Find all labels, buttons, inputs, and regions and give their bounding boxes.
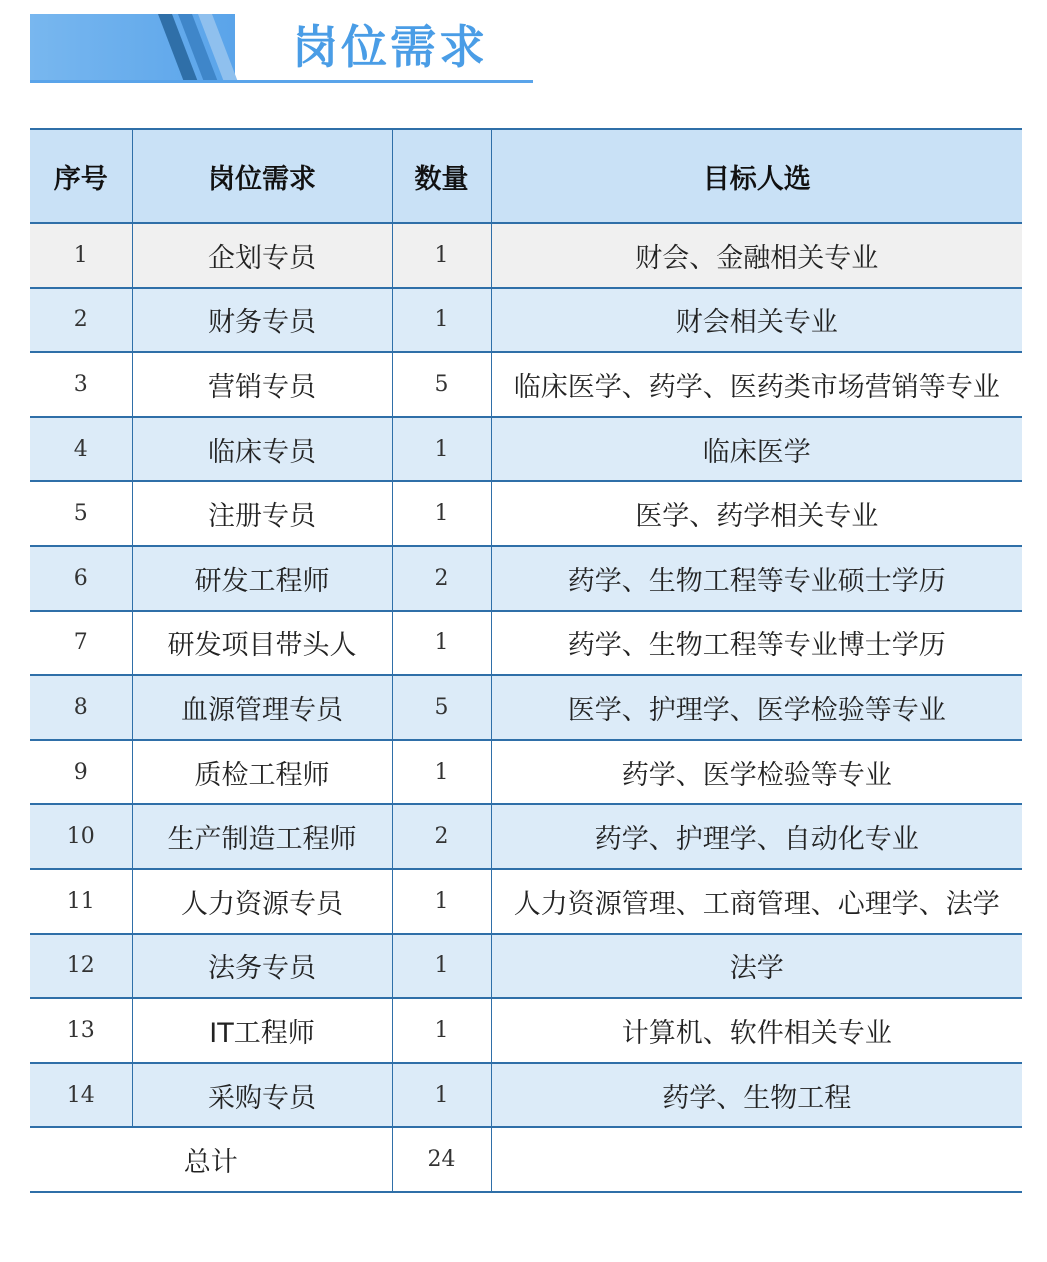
row-count: 1 (392, 611, 491, 676)
table-row (30, 934, 1022, 999)
row-count: 1 (392, 223, 491, 288)
banner-underline (30, 80, 533, 83)
table-row (30, 804, 1022, 869)
row-position: 法务专员 (132, 934, 392, 999)
row-target: 临床医学、药学、医药类市场营销等专业 (491, 352, 1022, 417)
row-count: 2 (392, 546, 491, 611)
header-target: 目标人选 (491, 129, 1022, 223)
table-row (30, 223, 1022, 288)
table-row (30, 417, 1022, 482)
row-count: 1 (392, 934, 491, 999)
row-no: 5 (30, 481, 132, 546)
header-position: 岗位需求 (132, 129, 392, 223)
page-title: 岗位需求 (292, 20, 488, 74)
row-position: 研发工程师 (132, 546, 392, 611)
total-count: 24 (392, 1127, 491, 1192)
row-position: 营销专员 (132, 352, 392, 417)
row-target: 医学、护理学、医学检验等专业 (491, 675, 1022, 740)
row-target: 药学、生物工程 (491, 1063, 1022, 1128)
row-target: 药学、医学检验等专业 (491, 740, 1022, 805)
positions-table (30, 128, 1022, 1193)
row-target: 药学、生物工程等专业博士学历 (491, 611, 1022, 676)
row-position: 财务专员 (132, 288, 392, 353)
header-no: 序号 (30, 129, 132, 223)
table-row (30, 546, 1022, 611)
row-count: 5 (392, 675, 491, 740)
row-no: 8 (30, 675, 132, 740)
row-no: 3 (30, 352, 132, 417)
row-target: 药学、生物工程等专业硕士学历 (491, 546, 1022, 611)
row-count: 1 (392, 417, 491, 482)
row-position: 采购专员 (132, 1063, 392, 1128)
row-no: 4 (30, 417, 132, 482)
row-position: 研发项目带头人 (132, 611, 392, 676)
row-target: 临床医学 (491, 417, 1022, 482)
table-row (30, 481, 1022, 546)
row-no: 9 (30, 740, 132, 805)
total-target (491, 1127, 1022, 1192)
row-target: 人力资源管理、工商管理、心理学、法学 (491, 869, 1022, 934)
row-no: 2 (30, 288, 132, 353)
section-banner (0, 0, 1047, 100)
row-position: 企划专员 (132, 223, 392, 288)
row-position: 血源管理专员 (132, 675, 392, 740)
row-position: 生产制造工程师 (132, 804, 392, 869)
table-row (30, 288, 1022, 353)
row-target: 药学、护理学、自动化专业 (491, 804, 1022, 869)
row-position: 注册专员 (132, 481, 392, 546)
table-row (30, 352, 1022, 417)
table-body (30, 223, 1022, 1192)
row-no: 1 (30, 223, 132, 288)
row-count: 5 (392, 352, 491, 417)
row-count: 1 (392, 1063, 491, 1128)
row-position: 质检工程师 (132, 740, 392, 805)
table-row (30, 611, 1022, 676)
row-no: 13 (30, 998, 132, 1063)
row-no: 12 (30, 934, 132, 999)
table-header-row (30, 129, 1022, 223)
row-count: 1 (392, 740, 491, 805)
header-count: 数量 (392, 129, 491, 223)
table-row (30, 869, 1022, 934)
row-count: 1 (392, 288, 491, 353)
total-label: 总计 (30, 1127, 392, 1192)
banner-stripes-icon (158, 14, 268, 82)
row-position: 人力资源专员 (132, 869, 392, 934)
row-target: 财会、金融相关专业 (491, 223, 1022, 288)
row-target: 计算机、软件相关专业 (491, 998, 1022, 1063)
row-target: 财会相关专业 (491, 288, 1022, 353)
row-no: 10 (30, 804, 132, 869)
row-target: 法学 (491, 934, 1022, 999)
table-row (30, 998, 1022, 1063)
row-position: 临床专员 (132, 417, 392, 482)
row-no: 14 (30, 1063, 132, 1128)
row-no: 7 (30, 611, 132, 676)
row-count: 1 (392, 481, 491, 546)
row-count: 1 (392, 998, 491, 1063)
row-position: IT工程师 (132, 998, 392, 1063)
row-count: 2 (392, 804, 491, 869)
table-row (30, 675, 1022, 740)
row-no: 11 (30, 869, 132, 934)
row-no: 6 (30, 546, 132, 611)
table-total-row (30, 1127, 1022, 1192)
table-row (30, 740, 1022, 805)
row-count: 1 (392, 869, 491, 934)
row-target: 医学、药学相关专业 (491, 481, 1022, 546)
table-row (30, 1063, 1022, 1128)
